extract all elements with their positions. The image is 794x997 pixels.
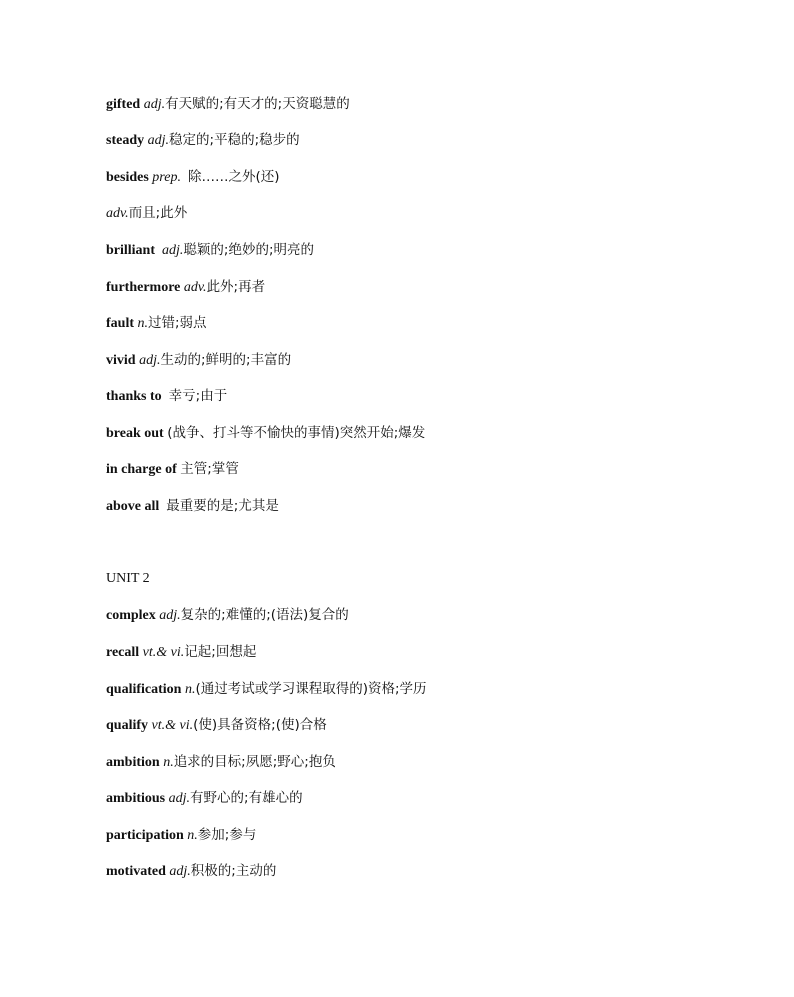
entry-definition: 此外;再者 (206, 279, 266, 295)
vocab-entry-ambitious (106, 789, 303, 808)
entry-word: qualification (106, 682, 182, 697)
entry-word: ambitious (106, 791, 166, 806)
entry-definition: (通过考试或学习课程取得的)资格;学历 (195, 681, 427, 697)
entry-word: thanks to (106, 389, 162, 404)
entry-pos: adj. (169, 864, 191, 879)
vocab-entry-thanks-to (106, 387, 227, 406)
vocab-entry-fault (106, 314, 207, 333)
unit-heading: UNIT 2 (106, 571, 150, 586)
entry-definition: (战争、打斗等不愉快的事情)突然开始;爆发 (167, 425, 426, 441)
entry-word: furthermore (106, 280, 181, 295)
entry-definition: 有天赋的;有天才的;天资聪慧的 (165, 96, 350, 112)
vocab-entry-gifted (106, 95, 350, 114)
entry-word: qualify (106, 718, 149, 733)
entry-pos: adj. (162, 243, 184, 258)
entry-pos: vt.& vi. (142, 645, 185, 660)
vocab-entry-complex (106, 606, 349, 625)
entry-word: brilliant (106, 243, 156, 258)
entry-pos: n. (184, 682, 196, 697)
entry-definition: 追求的目标;夙愿;野心;抱负 (173, 754, 336, 770)
entry-definition: 除……之外(还) (187, 169, 280, 185)
entry-definition: 稳定的;平稳的;稳步的 (169, 132, 300, 148)
entry-definition: (使)具备资格;(使)合格 (193, 717, 327, 733)
vocab-entry-qualification (106, 680, 427, 699)
vocab-entry-ambition (106, 753, 336, 772)
entry-pos: adj. (168, 791, 191, 806)
entry-word: steady (106, 133, 145, 148)
entry-pos: adv. (106, 206, 129, 221)
entry-definition: 幸亏;由于 (168, 388, 228, 404)
entry-definition: 有野心的;有雄心的 (190, 790, 303, 806)
vocab-entry-furthermore (106, 278, 265, 297)
entry-definition: 聪颖的;绝妙的;明亮的 (183, 242, 315, 258)
vocab-entry-qualify (106, 716, 327, 735)
entry-definition: 最重要的是;尤其是 (166, 498, 279, 514)
entry-pos: n. (187, 828, 198, 843)
entry-word: recall (106, 645, 140, 660)
entry-pos: prep. (152, 170, 181, 185)
entry-word: besides (106, 170, 149, 185)
entry-word: motivated (106, 864, 166, 879)
entry-definition: 参加;参与 (197, 827, 257, 843)
entry-pos: adj. (159, 608, 181, 623)
entry-word: complex (106, 608, 156, 623)
entry-pos: vt.& vi. (151, 718, 194, 733)
vocab-entry-besides-adv (106, 204, 187, 223)
entry-pos: adj. (139, 353, 161, 368)
entry-word: in charge of (106, 462, 177, 477)
entry-definition: 生动的;鲜明的;丰富的 (160, 352, 292, 368)
entry-word: above all (106, 499, 160, 514)
entry-definition: 过错;弱点 (148, 315, 207, 331)
entry-word: vivid (106, 353, 136, 368)
entry-word: fault (106, 316, 134, 331)
entry-definition: 积极的;主动的 (190, 863, 277, 879)
entry-word: participation (106, 828, 184, 843)
vocab-entry-besides (106, 168, 280, 187)
entry-pos: n. (137, 316, 148, 331)
vocab-entry-vivid (106, 351, 291, 370)
vocab-entry-brilliant (106, 241, 314, 260)
vocab-entry-above-all (106, 497, 279, 516)
entry-pos: adv. (183, 280, 207, 295)
entry-word: ambition (106, 755, 160, 770)
entry-word: gifted (106, 97, 141, 112)
vocab-entry-in-charge-of (106, 460, 239, 479)
entry-definition: 主管;掌管 (180, 461, 239, 477)
vocab-entry-participation (106, 826, 256, 845)
entry-definition: 记起;回想起 (184, 644, 257, 660)
entry-pos: n. (163, 755, 174, 770)
entry-definition: 复杂的;难懂的;(语法)复合的 (180, 607, 349, 623)
entry-definition: 而且;此外 (128, 205, 188, 221)
entry-word: break out (106, 426, 164, 441)
entry-pos: adj. (143, 97, 166, 112)
entry-pos: adj. (147, 133, 170, 148)
vocab-entry-break-out (106, 424, 425, 443)
vocab-entry-recall (106, 643, 256, 662)
vocab-entry-motivated (106, 862, 276, 881)
vocab-entry-steady (106, 131, 300, 150)
